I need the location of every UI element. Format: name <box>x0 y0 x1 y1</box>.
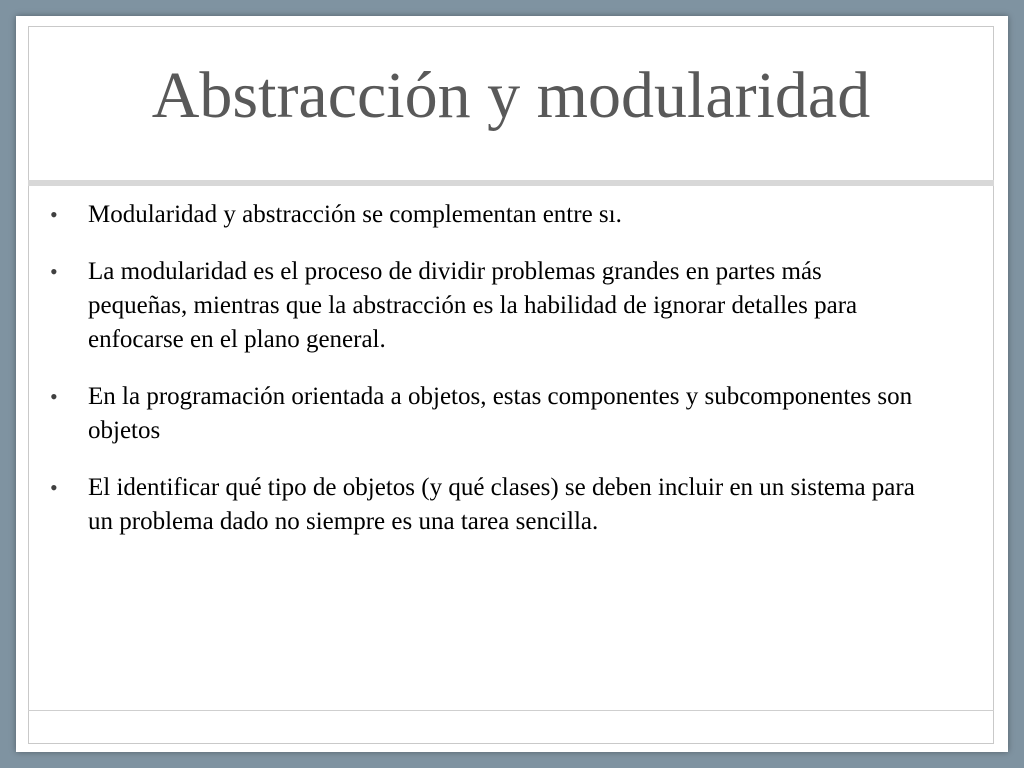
bullet-item <box>46 255 926 357</box>
bullet-dot-icon: • <box>50 202 58 227</box>
slide <box>16 16 1008 752</box>
bullet-text: La modularidad es el proceso de dividir problemas grandes en partes más pequeñas, mientras que la abstracción es la habilidad de ignorar detalles para enfocarse en el plano general. <box>88 258 858 353</box>
bullet-item <box>46 380 926 448</box>
footer-divider <box>28 710 994 711</box>
bullet-item <box>46 198 926 232</box>
bullet-text: En la programación orientada a objetos, estas componentes y subcomponentes son objetos <box>88 383 913 444</box>
bullet-item <box>46 471 926 539</box>
bullet-dot-icon: • <box>50 259 58 284</box>
bullet-text: Modularidad y abstracción se complementan entre sı. <box>88 201 622 228</box>
bullet-dot-icon: • <box>50 384 58 409</box>
slide-title: Abstracción y modularidad <box>151 59 871 132</box>
bullet-list <box>46 198 926 562</box>
bullet-dot-icon: • <box>50 475 58 500</box>
title-area <box>28 26 994 184</box>
bullet-text: El identificar qué tipo de objetos (y qué clases) se deben incluir en un sistema para un problema dado no siempre es una tarea sencilla. <box>88 474 915 535</box>
title-divider <box>28 180 994 186</box>
